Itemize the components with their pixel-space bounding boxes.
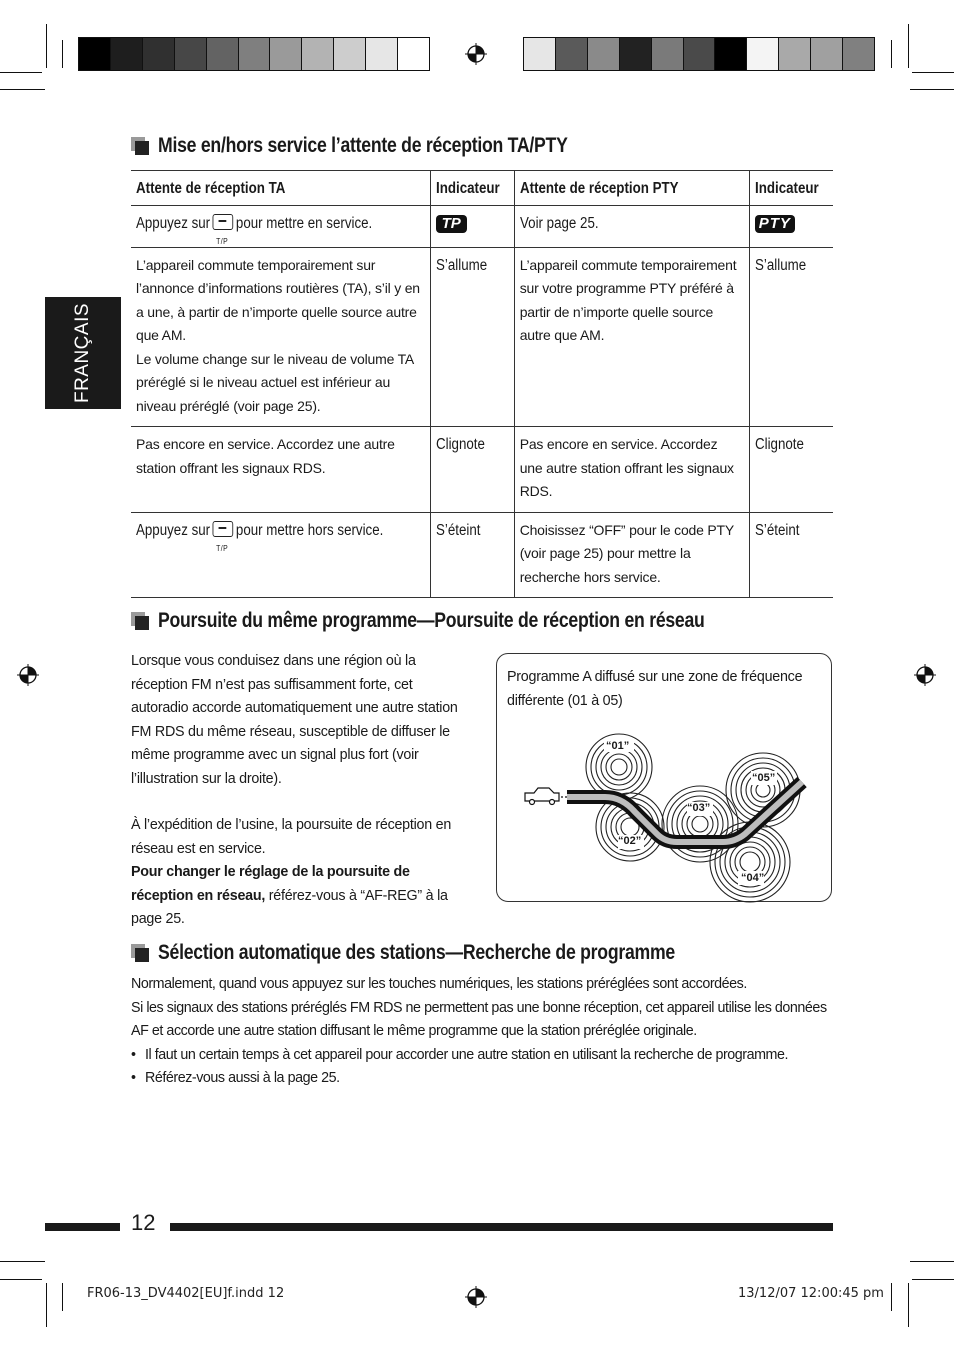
table-header: Attente de réception PTY: [514, 171, 749, 206]
table-cell: Clignote: [749, 427, 833, 513]
tp-button-icon: T/P: [213, 521, 234, 537]
registration-target-icon: [914, 664, 936, 686]
color-swatch: [270, 38, 302, 70]
registration-target-icon: [465, 43, 487, 65]
section-bullet-icon: [131, 944, 151, 964]
table-cell: L’appareil commute temporairement sur votre programme PTY préféré à partir de n’importe quelle source autre que AM.: [514, 247, 749, 427]
section-title-network: Poursuite du même programme—Poursuite de réception en réseau: [158, 609, 705, 632]
table-cell: Pas encore en service. Accordez une autre station offrant les signaux RDS.: [131, 427, 430, 513]
color-swatch: [652, 38, 684, 70]
footer-bar-right: [170, 1223, 833, 1231]
color-swatch: [684, 38, 716, 70]
color-swatch: [79, 38, 111, 70]
tp-indicator-icon: TP: [436, 215, 467, 233]
color-swatch: [143, 38, 175, 70]
table-row: [131, 205, 833, 247]
table-cell: Voir page 25.: [514, 205, 749, 247]
color-swatch: [588, 38, 620, 70]
ta-pty-table: [131, 170, 833, 598]
footer-file-name: FR06-13_DV4402[EU]f.indd 12: [87, 1286, 285, 1301]
car-icon: [525, 788, 569, 805]
color-swatch: [843, 38, 874, 70]
registration-target-icon: [17, 664, 39, 686]
color-swatch: [715, 38, 747, 70]
color-swatch: [556, 38, 588, 70]
tp-button-icon: T/P: [213, 214, 234, 230]
zone-label-03: “03”: [687, 802, 711, 814]
list-item: • Il faut un certain temps à cet appareil pour accorder une autre station en utilisant la recherche de programme.: [131, 1046, 789, 1063]
list-item: • Référez-vous aussi à la page 25.: [131, 1070, 340, 1086]
table-cell: L’appareil commute temporairement sur l’annonce d’informations routières (TA), s’il y en a une, à partir de n’importe quelle source autre que AM. Le volume change sur le niveau de volume TA préréglé si le niveau actuel est inférieur au niveau préréglé (voir page 25).: [131, 247, 430, 427]
pty-search-para-2: Si les signaux des stations préréglés FM RDS ne permettent pas une bonne réception, cet appareil utilise les données AF et accorde une autre station diffusant le même programme que la station préréglée originale.: [131, 999, 827, 1039]
color-swatch: [239, 38, 271, 70]
table-row: [131, 427, 833, 513]
table-cell: S’éteint: [749, 512, 833, 598]
language-tab: [45, 297, 121, 409]
color-swatch: [366, 38, 398, 70]
table-row: [131, 247, 833, 427]
table-header: Attente de réception TA: [131, 171, 430, 206]
color-swatch: [524, 38, 556, 70]
registration-target-icon: [465, 1286, 487, 1308]
zone-label-01: “01”: [606, 740, 630, 752]
section-title-ta-pty: Mise en/hors service l’attente de réception TA/PTY: [158, 134, 568, 157]
network-para-2: À l’expédition de l’usine, la poursuite de réception en réseau est en service.: [131, 817, 452, 857]
zone-label-04: “04”: [741, 872, 765, 884]
color-calibration-bar-right: [523, 37, 875, 71]
pty-indicator-icon: PTY: [755, 215, 795, 233]
color-swatch: [302, 38, 334, 70]
table-cell: S’allume: [430, 247, 514, 427]
page-number: 12: [131, 1210, 156, 1235]
table-cell: Appuyez sur T/P pour mettre hors service.: [131, 512, 430, 598]
color-swatch: [779, 38, 811, 70]
pty-search-para-1: Normalement, quand vous appuyez sur les touches numériques, les stations préréglées sont accordées.: [131, 976, 747, 992]
color-swatch: [175, 38, 207, 70]
footer-bar-left: [45, 1223, 120, 1231]
table-cell: [749, 205, 833, 247]
table-cell: Choisissez “OFF” pour le code PTY (voir page 25) pour mettre la recherche hors service.: [514, 512, 749, 598]
color-swatch: [398, 38, 429, 70]
color-swatch: [811, 38, 843, 70]
zone-label-02: “02”: [618, 835, 642, 847]
language-label: FRANÇAIS: [72, 302, 93, 404]
table-cell: [430, 205, 514, 247]
table-header-row: [131, 171, 833, 206]
table-cell: S’éteint: [430, 512, 514, 598]
section-bullet-icon: [131, 137, 151, 157]
figure-caption: Programme A diffusé sur une zone de fréquence différente (01 à 05): [507, 669, 803, 709]
table-row: [131, 512, 833, 598]
color-calibration-bar-left: [78, 37, 430, 71]
color-swatch: [334, 38, 366, 70]
zone-label-05: “05”: [752, 772, 776, 784]
color-swatch: [620, 38, 652, 70]
table-header: Indicateur: [749, 171, 833, 206]
section-title-pty-search: Sélection automatique des stations—Recherche de programme: [158, 941, 675, 964]
network-zones-illustration: [497, 654, 833, 903]
network-text: [131, 650, 471, 932]
table-cell: Pas encore en service. Accordez une autre station offrant les signaux RDS.: [514, 427, 749, 513]
network-para-1: Lorsque vous conduisez dans une région où la réception FM n’est pas suffisamment forte, cet autoradio accorde automatiquement une autre station FM RDS du même réseau, susceptible de diffuser le même programme avec un signal plus fort (voir l’illustration sur la droite).: [131, 653, 458, 787]
color-swatch: [111, 38, 143, 70]
table-cell: S’allume: [749, 247, 833, 427]
table-cell: Appuyez sur T/P pour mettre en service.: [131, 205, 430, 247]
section-bullet-icon: [131, 612, 151, 632]
footer-timestamp: 13/12/07 12:00:45 pm: [738, 1286, 884, 1301]
pty-search-text: [131, 973, 833, 1091]
color-swatch: [747, 38, 779, 70]
color-swatch: [207, 38, 239, 70]
network-para-3: Pour changer le réglage de la poursuite de réception en réseau, référez-vous à “AF-REG” à la page 25.: [131, 864, 448, 927]
table-cell: Clignote: [430, 427, 514, 513]
network-tracking-figure: [496, 653, 832, 902]
table-header: Indicateur: [430, 171, 514, 206]
